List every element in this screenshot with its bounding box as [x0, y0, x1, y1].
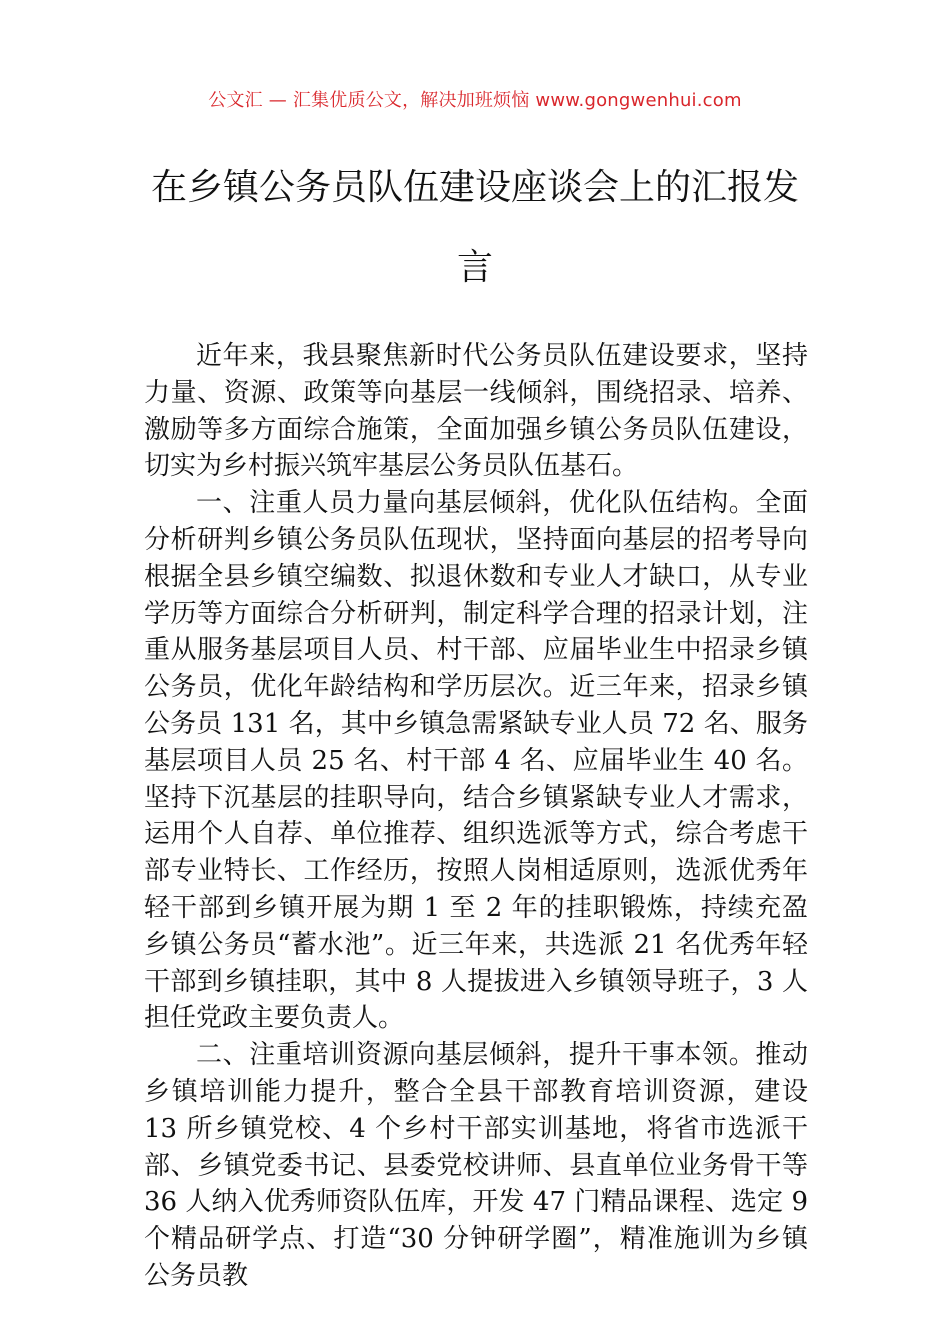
header-banner: 公文汇 — 汇集优质公文，解决加班烦恼 www.gongwenhui.com: [208, 90, 742, 111]
document-title: 在乡镇公务员队伍建设座谈会上的汇报发言: [150, 167, 799, 288]
paragraph-section-two: 二、注重培训资源向基层倾斜，提升干事本领。推动乡镇培训能力提升，整合全县干部教育培训资源，建设 13 所乡镇党校、4 个乡村干部实训基地，将省市选派干部、乡镇党委书记、县委党校讲师、县直单位业务骨干等 36 人纳入优秀师资队伍库，开发 47 门精品课程、选定 9 个精品研学点、打造“30 分钟研学圈”，精准施训为乡镇公务员教: [144, 1040, 808, 1291]
paragraph-intro: 近年来，我县聚焦新时代公务员队伍建设要求，坚持力量、资源、政策等向基层一线倾斜，围绕招录、培养、激励等多方面综合施策，全面加强乡镇公务员队伍建设，切实为乡村振兴筑牢基层公务员队伍基石。: [144, 341, 808, 482]
document-body: [144, 338, 808, 1295]
paragraph-section-one: 一、注重人员力量向基层倾斜，优化队伍结构。全面分析研判乡镇公务员队伍现状，坚持面向基层的招考导向根据全县乡镇空编数、拟退休数和专业人才缺口，从专业学历等方面综合分析研判，制定科学合理的招录计划，注重从服务基层项目人员、村干部、应届毕业生中招录乡镇公务员，优化年龄结构和学历层次。近三年来，招录乡镇公务员 131 名，其中乡镇急需紧缺专业人员 72 名、服务基层项目人员 25 名、村干部 4 名、应届毕业生 40 名。坚持下沉基层的挂职导向，结合乡镇紧缺专业人才需求，运用个人自荐、单位推荐、组织选派等方式，综合考虑干部专业特长、工作经历，按照人岗相适原则，选派优秀年轻干部到乡镇开展为期 1 至 2 年的挂职锻炼，持续充盈乡镇公务员“蓄水池”。近三年来，共选派 21 名优秀年轻干部到乡镇挂职，其中 8 人提拔进入乡镇领导班子，3 人担任党政主要负责人。: [144, 488, 808, 1034]
